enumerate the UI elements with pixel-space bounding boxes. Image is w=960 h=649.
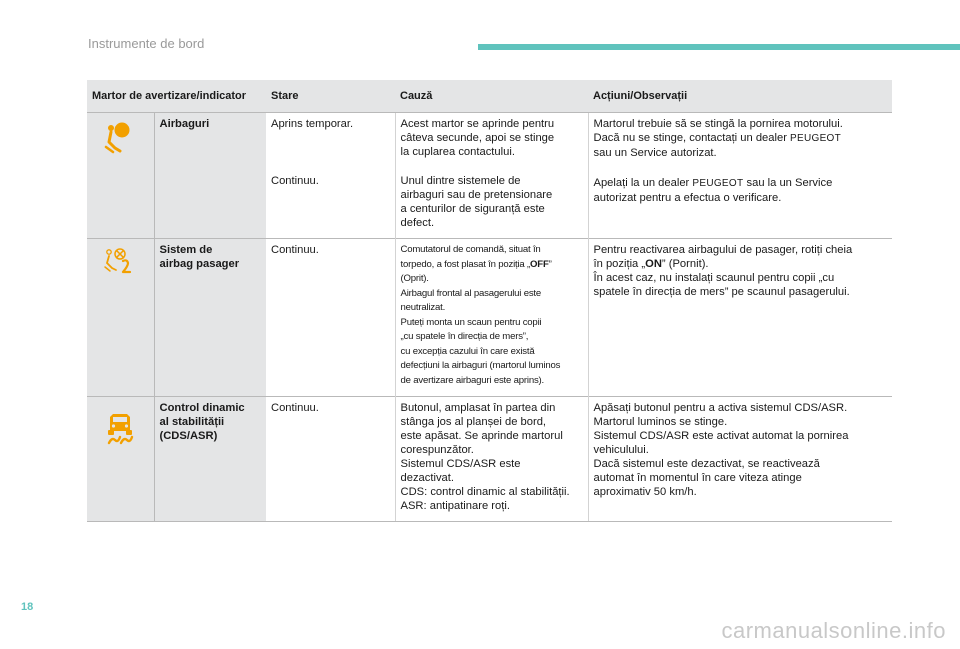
cause-cell [395,113,588,169]
action-line: Dacă sistemul este dezactivat, se reactivează [593,458,820,470]
section-title: Instrumente de bord [88,36,205,51]
indicator-name-line: Sistem de [159,244,213,256]
table-row [87,113,892,169]
passenger-airbag-off-icon [103,247,137,277]
action-line: Martorul trebuie să se stingă la pornirea motorului. [593,118,843,130]
action-text: ” (Pornit). [661,258,709,270]
column-header-cause: Cauză [395,80,588,113]
brand-name: PEUGEOT [692,178,744,189]
action-line: Apăsați butonul pentru a activa sistemul CDS/ASR. [593,402,848,414]
action-line: Pentru reactivarea airbagului de pasager, rotiți cheia [593,244,853,256]
cause-line: Puteți monta un scaun pentru copii [400,316,542,328]
page-number: 18 [21,601,34,613]
action-cell [588,168,892,239]
action-line: sau un Service autorizat. [593,147,717,159]
action-text: Dacă nu se stinge, contactați un dealer [593,132,791,144]
action-line: Martorul luminos se stinge. [593,416,728,428]
cause-cell [395,397,588,522]
table-header-row [87,80,892,113]
stability-control-icon [105,411,135,445]
action-line: În acest caz, nu instalați scaunul pentru copii „cu [593,272,835,284]
cause-cell [395,239,588,397]
action-cell [588,239,892,397]
action-line: vehiculului. [593,444,649,456]
cause-line: Butonul, amplasat în partea din [400,402,556,414]
action-line: Sistemul CDS/ASR este activat automat la pornirea [593,430,849,442]
indicator-name [154,397,266,522]
accent-bar [478,44,960,50]
watermark: carmanualsonline.info [721,618,946,643]
cause-line: câteva secunde, apoi se stinge [400,132,555,144]
cause-line: Unul dintre sistemele de [400,175,521,187]
cause-line: airbaguri sau de pretensionare [400,189,553,201]
cause-line: Airbagul frontal al pasagerului este [400,287,542,299]
column-header-actions: Acțiuni/Observații [588,80,892,113]
indicator-name: Airbaguri [154,113,266,239]
action-line [594,176,888,191]
indicator-name-line: al stabilității [159,416,225,428]
table-row [87,397,892,522]
cause-line: defecțiuni la airbaguri (martorul luminos [400,360,561,371]
airbag-icon-cell [87,113,154,239]
stability-icon-cell [87,397,154,522]
action-line: spatele în direcția de mers” pe scaunul pasagerului. [593,286,850,298]
cause-line: la cuplarea contactului. [400,146,515,158]
action-line: aproximativ 50 km/h. [593,486,697,498]
indicator-name-line: airbag pasager [159,258,240,270]
cause-line: cu excepția cazului în care există [400,345,535,357]
cause-cell [395,168,588,239]
action-line: autorizat pentru a efectua o verificare. [593,192,782,204]
cause-text: torpedo, a fost plasat în poziția „ [400,258,531,270]
action-text: Apelați la un dealer [593,177,693,189]
action-line [594,257,888,271]
cause-line: „cu spatele în direcția de mers”, [400,331,529,342]
cause-line [401,258,583,273]
indicator-name [154,239,266,397]
state-cell: Continuu. [266,239,395,397]
brand-name: PEUGEOT [790,133,842,144]
cause-text: ” [548,258,552,270]
table-row [87,239,892,397]
cause-line: corespunzător. [400,444,474,456]
state-cell: Continuu. [266,397,395,522]
action-line [594,131,888,146]
cause-line: a centurilor de siguranță este [400,203,545,215]
cause-line: Comutatorul de comandă, situat în [400,244,541,255]
cause-line: de avertizare airbaguri este aprins). [400,374,545,386]
indicator-name-line: Control dinamic [159,402,245,414]
cause-line: ASR: antipatinare roți. [400,500,510,512]
column-header-state: Stare [266,80,395,113]
warning-lights-table [87,80,892,522]
cause-line: este apăsat. Se aprinde martorul [400,430,563,442]
on-label: ON [645,258,662,270]
cause-line: (Oprit). [400,273,429,284]
action-text: sau la un Service [743,177,833,189]
cause-line: neutralizat. [400,302,446,313]
cause-line: stânga jos al planșei de bord, [400,416,547,428]
state-cell: Continuu. [266,168,395,239]
airbag-icon [103,121,137,155]
action-line: automat în momentul în care viteza atinge [593,472,802,484]
passenger-airbag-icon-cell [87,239,154,397]
action-cell [588,113,892,169]
action-cell [588,397,892,522]
indicator-name-line: (CDS/ASR) [159,430,218,442]
cause-line: Acest martor se aprinde pentru [400,118,555,130]
action-text: în poziția „ [593,258,646,270]
cause-line: dezactivat. [400,472,454,484]
cause-line: Sistemul CDS/ASR este [400,458,521,470]
cause-line: defect. [400,217,435,229]
cause-line: CDS: control dinamic al stabilității. [400,486,570,498]
off-label: OFF [530,258,549,270]
column-header-indicator: Martor de avertizare/indicator [87,80,266,113]
state-cell: Aprins temporar. [266,113,395,169]
